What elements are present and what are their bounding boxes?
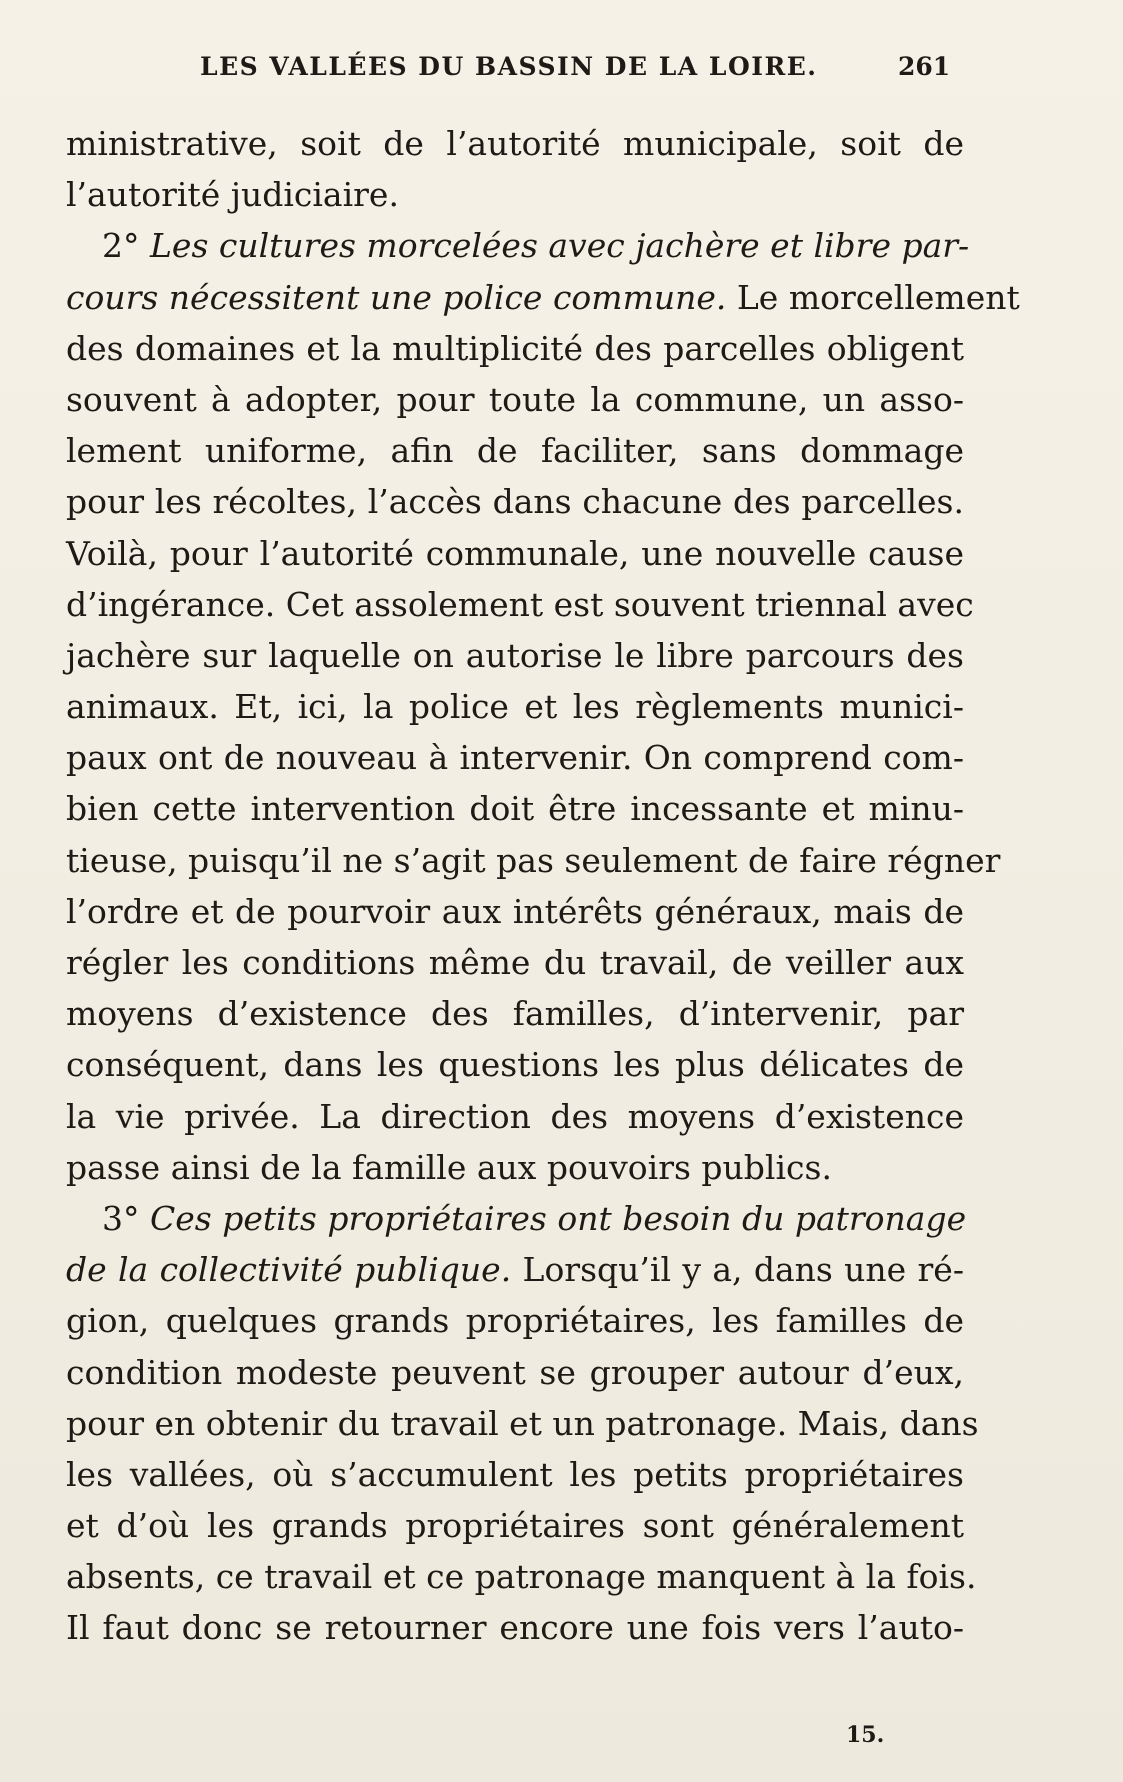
body-text <box>66 118 1020 1654</box>
section-heading: cours nécessitent une police commune. <box>66 277 727 317</box>
text-line: pour en obtenir du travail et un patronage. Mais, dans <box>66 1403 979 1443</box>
text-line: des domaines et la multiplicité des parcelles obligent <box>66 328 964 368</box>
text-line: l’ordre et de pourvoir aux intérêts généraux, mais de <box>66 891 964 931</box>
text-line: condition modeste peuvent se grouper autour d’eux, <box>66 1352 964 1392</box>
text-line: et d’où les grands propriétaires sont généralement <box>66 1506 964 1546</box>
text-line <box>66 1193 967 1244</box>
text-line: Voilà, pour l’autorité communale, une nouvelle cause <box>66 533 964 573</box>
text-line: la vie privée. La direction des moyens d’existence <box>66 1096 964 1136</box>
text-line: gion, quelques grands propriétaires, les familles de <box>66 1301 964 1341</box>
section-heading: de la collectivité publique. <box>66 1250 512 1290</box>
text-line: Il faut donc se retourner encore une fois vers l’auto- <box>66 1608 964 1648</box>
text-line <box>66 272 1020 323</box>
text-line: conséquent, dans les questions les plus délicates de <box>66 1045 964 1085</box>
section-number: 3° <box>102 1198 150 1238</box>
text-line <box>66 220 970 271</box>
section-heading: Ces petits propriétaires ont besoin du patronage <box>150 1198 967 1238</box>
text-line: bien cette intervention doit être incessante et minu- <box>66 789 964 829</box>
text-line: lement uniforme, afin de faciliter, sans dommage <box>66 431 964 471</box>
text-line: ministrative, soit de l’autorité municipale, soit de <box>66 124 964 163</box>
running-head: LES VALLÉES DU BASSIN DE LA LOIRE. <box>200 52 818 81</box>
page-number: 261 <box>898 52 951 81</box>
text-line: absents, ce travail et ce patronage manquent à la fois. <box>66 1557 977 1597</box>
text-line <box>66 1244 964 1295</box>
text-line: animaux. Et, ici, la police et les règlements munici- <box>66 687 964 727</box>
section-heading: Les cultures morcelées avec jachère et libre par- <box>150 226 970 266</box>
signature-mark: 15. <box>846 1722 885 1748</box>
line-continuation: Lorsqu’il y a, dans une ré- <box>511 1250 964 1290</box>
text-line: moyens d’existence des familles, d’intervenir, par <box>66 994 964 1034</box>
text-line: l’autorité judiciaire. <box>66 175 399 215</box>
text-line: jachère sur laquelle on autorise le libre parcours des <box>66 635 964 675</box>
section-number: 2° <box>102 226 150 266</box>
text-line: régler les conditions même du travail, de veiller aux <box>66 943 964 982</box>
text-line: passe ainsi de la famille aux pouvoirs publics. <box>66 1147 832 1187</box>
text-line: pour les récoltes, l’accès dans chacune des parcelles. <box>66 482 964 522</box>
line-continuation: Le morcellement <box>726 277 1020 317</box>
text-line: d’ingérance. Cet assolement est souvent triennal avec <box>66 584 974 624</box>
text-line: paux ont de nouveau à intervenir. On comprend com- <box>66 738 964 778</box>
text-line: les vallées, où s’accumulent les petits propriétaires <box>66 1454 964 1494</box>
text-line: souvent à adopter, pour toute la commune, un asso- <box>66 379 964 419</box>
text-line: tieuse, puisqu’il ne s’agit pas seulement de faire régner <box>66 840 1001 880</box>
